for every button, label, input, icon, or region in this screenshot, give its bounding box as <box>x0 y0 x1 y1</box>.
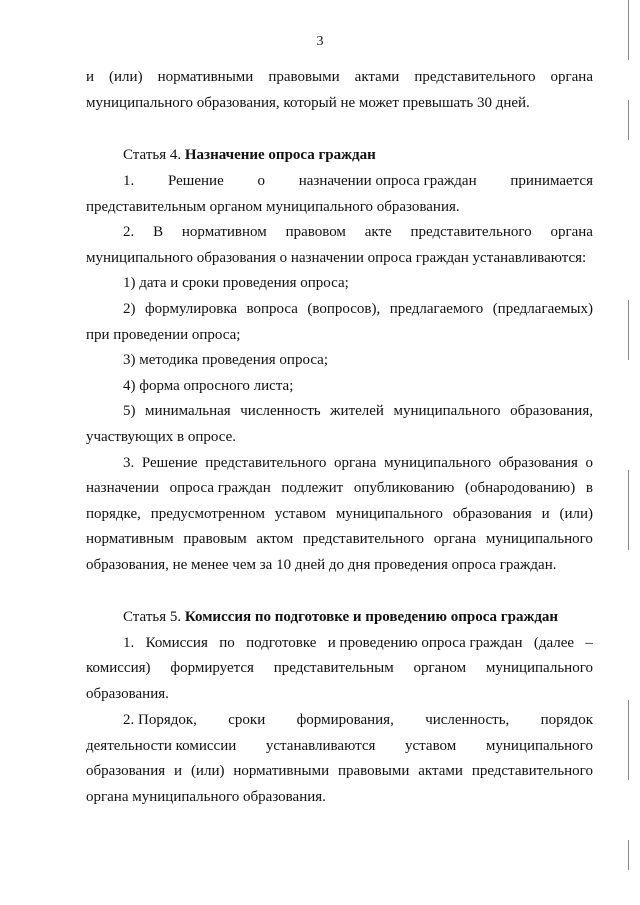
paragraph-line: муниципального образования о назначении опроса граждан устанавливаются: <box>86 250 587 266</box>
list-item: 2) формулировка вопроса (вопросов), предлагаемого (предлагаемых) <box>123 301 593 317</box>
paragraph-line: образования, не менее чем за 10 дней до дня проведения опроса граждан. <box>86 557 557 573</box>
paragraph-line: 3. Решение представительного органа муниципального образования о <box>123 455 593 471</box>
paragraph-line: образования и (или) нормативными правовыми актами представительного <box>86 763 593 779</box>
paragraph-line: муниципального образования, который не может превышать 30 дней. <box>86 95 530 111</box>
paragraph-line: нормативным правовым актом представительного органа муниципального <box>86 531 593 547</box>
article-4-heading <box>123 146 376 164</box>
scan-edge-mark <box>628 300 629 360</box>
scan-edge-mark <box>628 100 629 140</box>
article-title: Назначение опроса граждан <box>184 147 376 163</box>
paragraph-line: участвующих в опросе. <box>86 429 236 445</box>
paragraph-line: деятельности комиссии устанавливаются уставом муниципального <box>86 738 593 754</box>
list-item: 5) минимальная численность жителей муниципального образования, <box>123 403 593 419</box>
list-item: 4) форма опросного листа; <box>123 378 294 394</box>
paragraph-line: назначении опроса граждан подлежит опубликованию (обнародованию) в <box>86 480 593 496</box>
paragraph-line: и (или) нормативными правовыми актами представительного органа <box>86 69 593 85</box>
paragraph-line: 2. Порядок, сроки формирования, численность, порядок <box>123 712 593 728</box>
paragraph-line: 2. В нормативном правовом акте представительного органа <box>123 224 593 240</box>
paragraph-line: порядке, предусмотренном уставом муниципального образования и (или) <box>86 506 593 522</box>
paragraph-line: представительным органом муниципального образования. <box>86 199 460 215</box>
paragraph-line: образования. <box>86 686 169 702</box>
article-title: Комиссия по подготовке и проведению опроса граждан <box>184 609 559 625</box>
article-5-heading <box>123 608 558 626</box>
scan-edge-mark <box>628 470 629 550</box>
article-number: Статья 5. <box>123 609 182 625</box>
scan-edge-mark <box>628 700 629 780</box>
scan-edge-mark <box>628 840 629 870</box>
article-number: Статья 4. <box>123 147 182 163</box>
paragraph-line: при проведении опроса; <box>86 327 241 343</box>
paragraph-line: 1. Комиссия по подготовке и проведению опроса граждан (далее – <box>123 635 593 651</box>
scan-edge-mark <box>628 0 629 60</box>
list-item: 3) методика проведения опроса; <box>123 352 328 368</box>
paragraph-line: комиссия) формируется представительным органом муниципального <box>86 660 593 676</box>
paragraph-line: 1. Решение о назначении опроса граждан принимается <box>123 173 593 189</box>
list-item: 1) дата и сроки проведения опроса; <box>123 275 349 291</box>
paragraph-line: органа муниципального образования. <box>86 789 326 805</box>
page-number: 3 <box>316 34 324 49</box>
